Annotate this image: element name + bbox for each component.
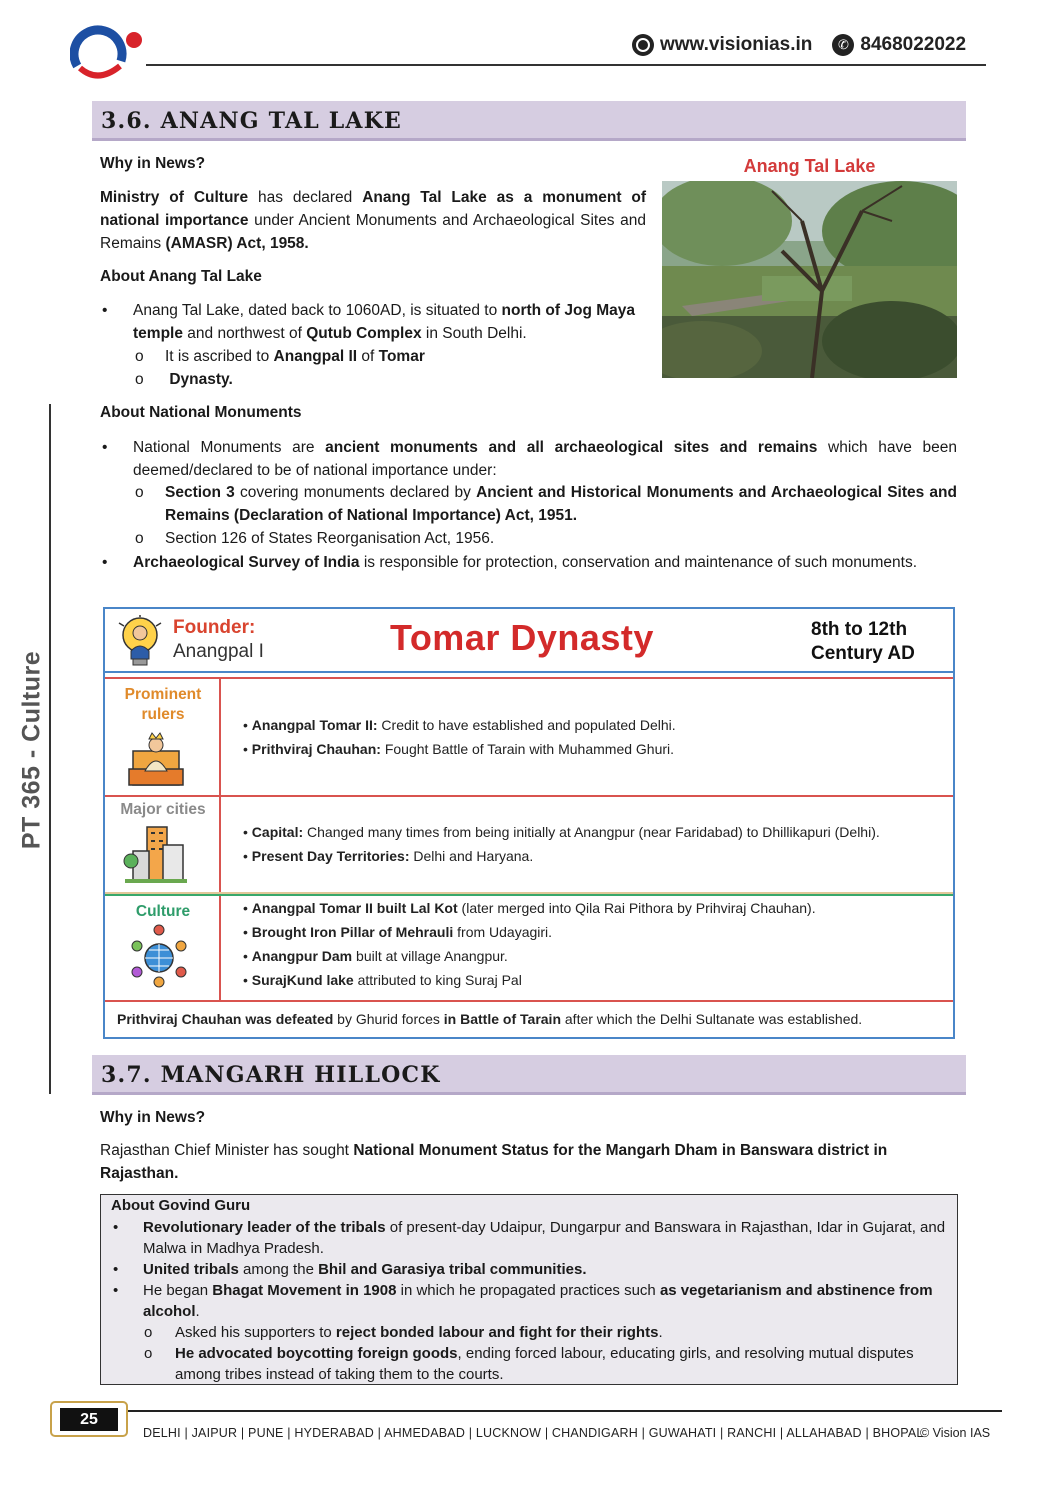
anang-tal-lake-photo [662,181,957,378]
list-item: o It is ascribed to Anangpal II of Tomar [135,348,425,365]
list-item: • He began Bhagat Movement in 1908 in which he propagated practices such as vegetarianism and abstinence from alcohol. [113,1282,933,1320]
row-label: Major cities [120,801,206,818]
list-item: • National Monuments are ancient monuments and all archaeological sites and remains which have been deemed/declared to be of national importance under: [102,439,957,479]
founder-name: Anangpal I [173,641,264,662]
list-item: • Anang Tal Lake, dated back to 1060AD, is situated to north of Jog Maya temple and northwest of Qutub Complex in South Delhi. [102,302,636,342]
list-item: • Archaeological Survey of India is responsible for protection, conservation and maintenance of such monuments. [102,554,917,571]
list-item: o He advocated boycotting foreign goods, ending forced labour, educating girls, and resolving mutual disputes among tribes instead of taking them to the courts. [144,1345,914,1383]
row-label: Prominent rulers [124,686,202,723]
culture-people-globe-icon [129,924,189,988]
globe-icon [632,34,654,56]
vision-ias-logo [70,22,150,84]
infographic-header [105,609,953,673]
about-lake-label: About Anang Tal Lake [100,268,262,285]
footer-copyright: © Vision IAS [920,1426,991,1440]
list-item: • Present Day Territories: Delhi and Haryana. [243,848,534,864]
infographic-row-rulers [105,677,953,797]
news-paragraph: Ministry of Culture has declared Anang Tal Lake as a monument of national importance under Ancient Monuments and Archaeological Sites and Remains (AMASR) Act, 1958. [100,189,646,252]
box-title: About Govind Guru [111,1197,251,1214]
dynasty-period: 8th to 12th Century AD [811,619,915,664]
list-item: • SurajKund lake attributed to king Suraj Pal [243,972,522,988]
list-item: • Capital: Changed many times from being initially at Anangpur (near Faridabad) to Dhillikapuri (Delhi). [243,824,880,840]
about-govind-guru-box [100,1194,958,1385]
founder-label: Founder: [173,617,256,638]
list-item: • United tribals among the Bhil and Garasiya tribal communities. [113,1261,587,1278]
infographic-footer: Prithviraj Chauhan was defeated by Ghurid forces in Battle of Tarain after which the Delhi Sultanate was established. [117,1011,863,1027]
side-label: PT 365 - Culture [17,650,46,850]
list-item: o Section 126 of States Reorganisation Act, 1956. [135,530,495,547]
photo-caption: Anang Tal Lake [743,156,876,176]
news-paragraph: Rajasthan Chief Minister has sought National Monument Status for the Mangarh Dham in Banswara district in Rajasthan. [100,1142,888,1182]
side-divider [49,404,51,1094]
website-link[interactable]: www.visionias.in [660,34,813,55]
infographic-row-culture [105,894,953,1002]
row-items [243,896,816,992]
king-on-throne-icon [125,729,187,789]
phone-number: 8468022022 [860,34,967,55]
section-heading-mangarh: 3.7. MANGARH HILLOCK [92,1055,966,1095]
row-label: Culture [135,903,191,920]
list-item: • Anangpal Tomar II: Credit to have established and populated Delhi. [243,717,676,733]
footer-cities: DELHI | JAIPUR | PUNE | HYDERABAD | AHMEDABAD | LUCKNOW | CHANDIGARH | GUWAHATI | RANCHI | ALLAHABAD | BHOPAL [143,1426,924,1440]
phone-icon: ✆ [832,34,854,56]
list-item: • Anangpur Dam built at village Anangpur. [243,948,508,964]
page-number: 25 [60,1408,118,1431]
about-national-monuments-label: About National Monuments [100,404,302,421]
page-number-box [50,1401,128,1437]
list-item: • Anangpal Tomar II built Lal Kot (later merged into Qila Rai Pithora by Prihviraj Chauhan). [243,900,816,916]
list-item: o Section 3 covering monuments declared by Ancient and Historical Monuments and Archaeological Sites and Remains (Declaration of National Importance) Act, 1951. [135,484,957,524]
list-item: o Asked his supporters to reject bonded labour and fight for their rights. [144,1324,663,1341]
list-item: • Brought Iron Pillar of Mehrauli from Udayagiri. [243,924,553,940]
why-in-news-label: Why in News? [100,155,206,172]
why-in-news-label: Why in News? [100,1109,206,1126]
header-divider [146,64,986,66]
section-heading-anang-tal: 3.6. ANANG TAL LAKE [92,101,966,141]
list-item: • Prithviraj Chauhan: Fought Battle of Tarain with Muhammed Ghuri. [243,741,675,757]
list-item: • Revolutionary leader of the tribals of present-day Udaipur, Dungarpur and Banswara in Rajasthan, Idar in Gujarat, and Malwa in Madhya Pradesh. [113,1219,946,1257]
row-items [243,820,880,868]
tomar-dynasty-infographic [103,607,955,1039]
founder-bulb-icon [117,615,163,667]
row-items [243,713,676,761]
infographic-row-cities [105,797,953,894]
header-contact [632,34,966,56]
footer-divider [128,1410,1002,1412]
city-buildings-icon [123,821,189,887]
list-item: o Dynasty. [135,371,233,388]
infographic-title: Tomar Dynasty [390,617,654,658]
